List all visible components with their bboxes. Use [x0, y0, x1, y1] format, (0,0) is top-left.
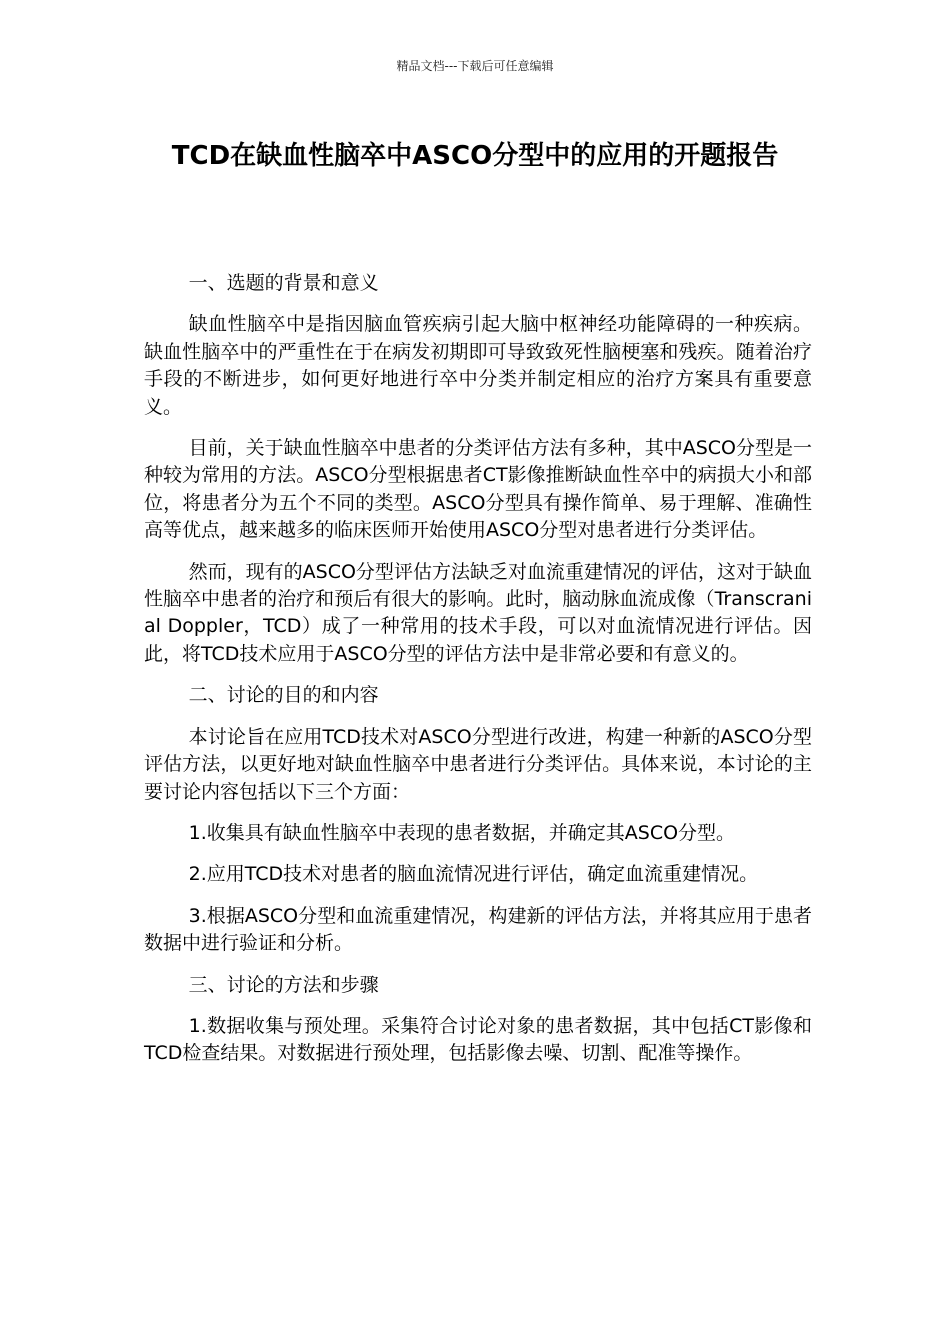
paragraph: 然而，现有的ASCO分型评估方法缺乏对血流重建情况的评估，这对于缺血性脑卒中患者的治疗和预后有很大的影响。此时，脑动脉血流成像（Transcranial Doppler，TCD）成了一种常用的技术手段，可以对血流情况进行评估。因此，将TCD技术应用于ASCO分型的评估方法中是非常必要和有意义的。 — [144, 560, 812, 665]
document-body — [144, 270, 812, 1082]
section-heading-background: 一、选题的背景和意义 — [188, 272, 379, 294]
paragraph: 缺血性脑卒中是指因脑血管疾病引起大脑中枢神经功能障碍的一种疾病。缺血性脑卒中的严重性在于在病发初期即可导致致死性脑梗塞和残疾。随着治疗手段的不断进步，如何更好地进行卒中分类并制定相应的治疗方案具有重要意义。 — [144, 313, 812, 418]
section-heading-purpose: 二、讨论的目的和内容 — [188, 684, 379, 707]
paragraph: 本讨论旨在应用TCD技术对ASCO分型进行改进，构建一种新的ASCO分型评估方法，以更好地对缺血性脑卒中患者进行分类评估。具体来说，本讨论的主要讨论内容包括以下三个方面： — [144, 725, 812, 803]
list-item: 1.数据收集与预处理。采集符合讨论对象的患者数据，其中包括CT影像和TCD检查结果。对数据进行预处理，包括影像去噪、切割、配准等操作。 — [144, 1014, 812, 1065]
paragraph: 目前，关于缺血性脑卒中患者的分类评估方法有多种，其中ASCO分型是一种较为常用的方法。ASCO分型根据患者CT影像推断缺血性卒中的病损大小和部位，将患者分为五个不同的类型。ASCO分型具有操作简单、易于理解、准确性高等优点，越来越多的临床医师开始使用ASCO分型对患者进行分类评估。 — [144, 437, 812, 542]
document-title: TCD在缺血性脑卒中ASCO分型中的应用的开题报告 — [171, 141, 779, 171]
section-heading-methods: 三、讨论的方法和步骤 — [188, 973, 379, 996]
list-item: 1.收集具有缺血性脑卒中表现的患者数据，并确定其ASCO分型。 — [188, 821, 736, 844]
list-item: 3.根据ASCO分型和血流重建情况，构建新的评估方法，并将其应用于患者数据中进行验证和分析。 — [144, 904, 812, 955]
page-header-note: 精品文档---下载后可任意编辑 — [396, 59, 554, 73]
list-item: 2.应用TCD技术对患者的脑血流情况进行评估，确定血流重建情况。 — [188, 863, 759, 886]
